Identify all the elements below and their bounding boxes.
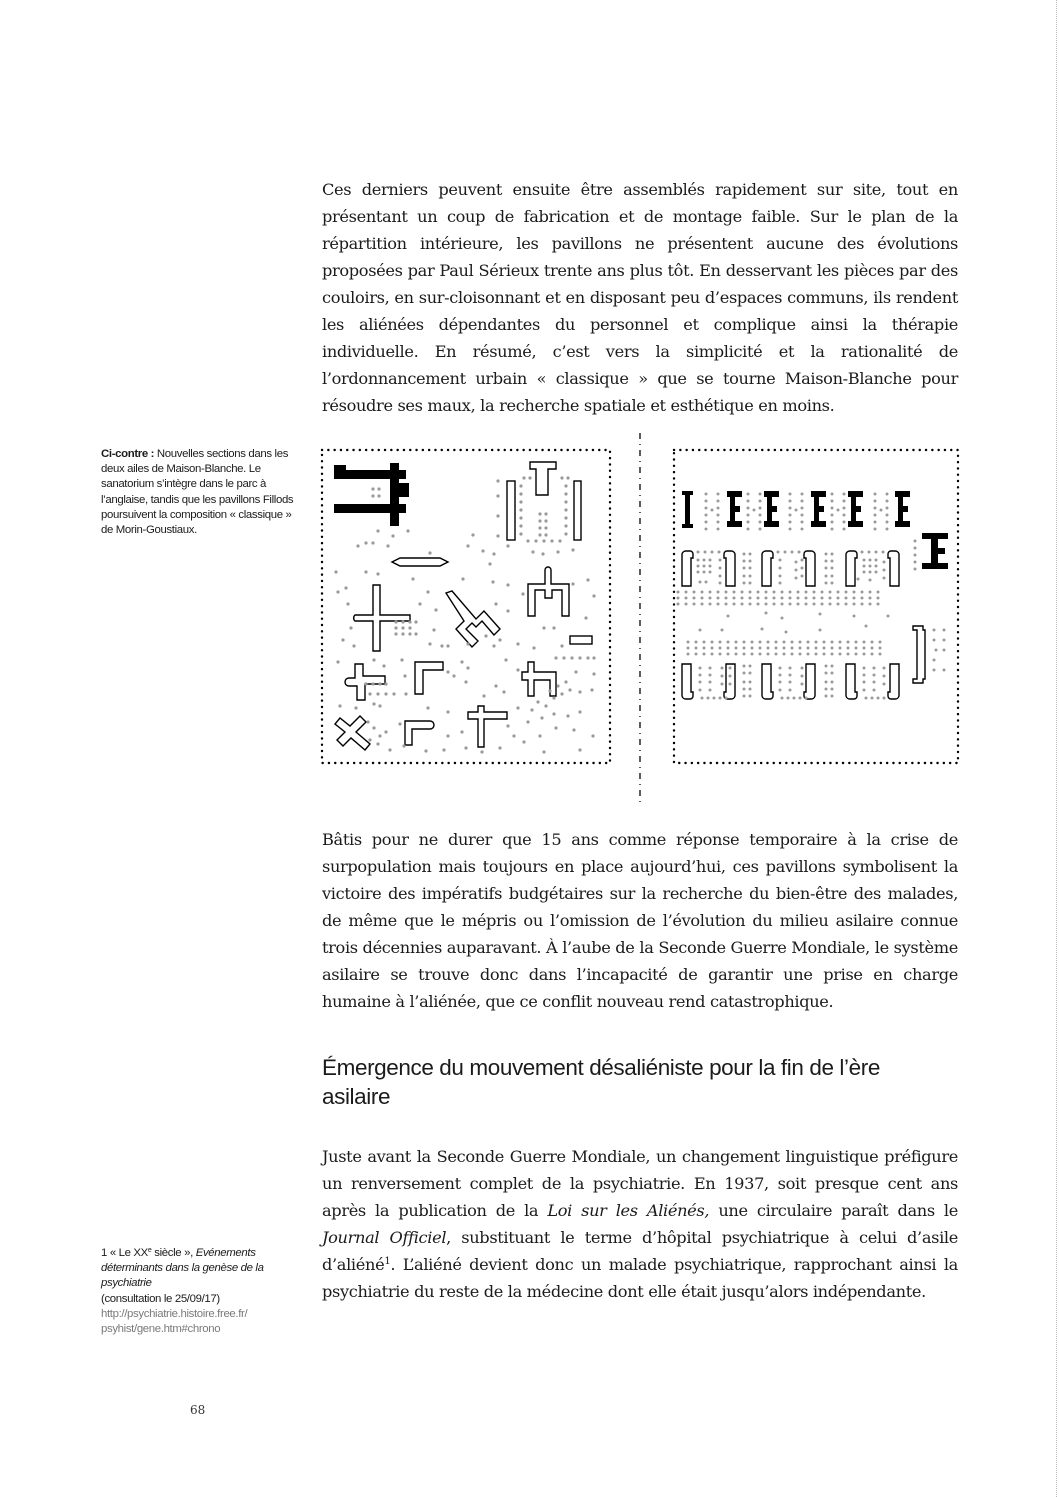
title-journal-officiel: Journal Officiel <box>322 1228 447 1247</box>
footnote-consultation-date: (consultation le 25/09/17) <box>101 1292 220 1305</box>
body-paragraph-1: Ces derniers peuvent ensuite être assemblés rapidement sur site, tout en présentant un coup de fabrication et de montage faible. Sur le plan de la répartition intérieure, les pavillons ne présentent aucune des évolutions proposées par Paul Sérieux trente ans plus tôt. En desservant les pièces par des couloirs, en sur-cloisonnant et en disposant peu d’espaces communs, ils rendent les aliénées dépendantes du personnel et complique ainsi la thérapie individuelle. En résumé, c’est vers la simplicité et la rationalité de l’ordonnancement urbain « classique » que se tourne Maison-Blanche pour résoudre ses maux, la recherche spatiale et esthétique en moins. <box>322 180 958 415</box>
section-heading: Émergence du mouvement désaliéniste pour la fin de l’ère asilaire <box>322 1055 880 1109</box>
new-pavilions-outline <box>682 551 925 699</box>
figure-divider <box>636 433 644 807</box>
footnote-1 <box>101 1246 301 1337</box>
paragraph-3-text: . L’aliéné devient donc un malade psychiatrique, rapprochant ainsi la psychiatrie du reste de la médecine dont elle était jusqu’alors indépendante. <box>322 1255 958 1301</box>
footnote-number: 1 <box>101 1247 107 1259</box>
footnote-quote: « Le XX <box>107 1247 148 1259</box>
caption-text: Nouvelles sections dans les deux ailes de Maison-Blanche. Le sanatorium s’intègre dans le parc à l’anglaise, tandis que les pavillons Fillods poursuivent la composition « classique » de Morin-Goustiaux. <box>101 448 294 537</box>
page-edge-dotted-line <box>1056 0 1057 1497</box>
figure-caption <box>101 447 296 538</box>
site-plan-fillods-pavilions <box>670 446 962 768</box>
title-loi-sur-les-alienes: Loi sur les Aliénés, <box>547 1201 710 1220</box>
page-number: 68 <box>190 1403 206 1417</box>
footnote-superscript: e <box>147 1247 152 1254</box>
paragraph-3-text: Juste avant la Seconde Guerre Mondiale, un changement linguistique préfigure un renversement complet de la psychiatrie. En 1937, soit presque cent ans après la publication de la <box>322 1147 958 1220</box>
existing-building-black <box>334 463 409 526</box>
body-paragraph-2: Bâtis pour ne durer que 15 ans comme réponse temporaire à la crise de surpopulation mais toujours en place aujourd’hui, ces pavillons symbolisent la victoire des impératifs budgétaires sur la recherche du bien-être des malades, de même que le mépris ou l’omission de l’évolution du milieu asilaire connue trois décennies auparavant. À l’aube de la Seconde Guerre Mondiale, le système asilaire se trouve donc dans l’incapacité de garantir une prise en charge humaine à l’aliénée, que ce conflit nouveau rend catastrophique. <box>322 830 958 1011</box>
footnote-quote: siècle », <box>151 1247 196 1259</box>
footnote-title: Evénements déterminants dans la genèse de la psychiatrie <box>101 1247 264 1290</box>
footnote-url-line-1[interactable]: http://psychiatrie.histoire.free.fr/ <box>101 1307 248 1320</box>
paragraph-3-text: , substituant le terme d’hôpital psychiatrique à celui d’asile d’aliéné <box>322 1228 958 1274</box>
body-paragraph-3 <box>322 1143 958 1305</box>
footnote-url-line-2[interactable]: psyhist/gene.htm#chrono <box>101 1323 221 1336</box>
paragraph-3-text: une circulaire paraît dans le <box>709 1201 958 1220</box>
caption-label: Ci-contre : <box>101 448 155 460</box>
site-plan-sanatorium <box>318 446 614 768</box>
footnote-reference[interactable]: 1 <box>384 1256 391 1267</box>
